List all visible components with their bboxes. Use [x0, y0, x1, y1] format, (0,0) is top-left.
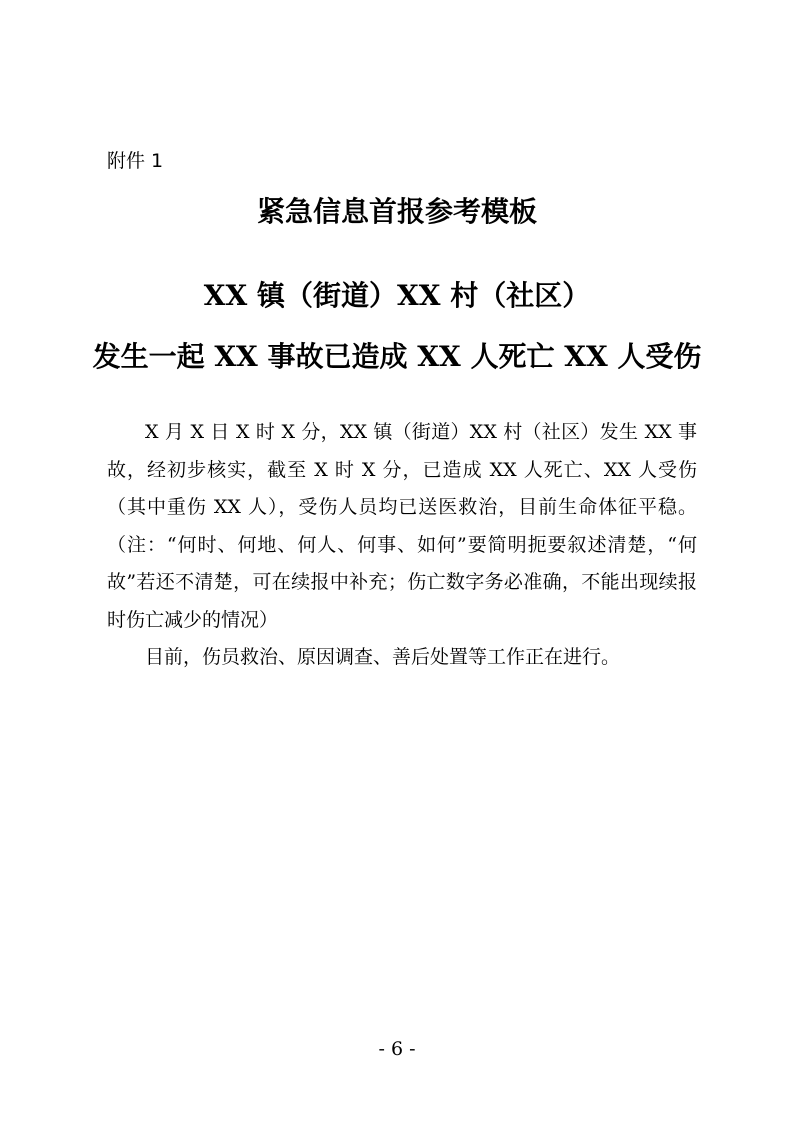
- body-text: [107, 414, 697, 677]
- page-number: - 6 -: [378, 1038, 416, 1060]
- subtitle-line-1: XX 镇（街道）XX 村（社区）: [203, 279, 591, 312]
- body-paragraph-1: X 月 X 日 X 时 X 分，XX 镇（街道）XX 村（社区）发生 XX 事故，经初步核实，截至 X 时 X 分，已造成 XX 人死亡、XX 人受伤（其中重伤 XX 人），受伤人员均已送医救治，目前生命体征平稳。（注：“何时、何地、何人、何事、如何”要简明扼要叙述清楚，“何故”若还不清楚，可在续报中补充；伤亡数字务必准确，不能出现续报时伤亡减少的情况）: [107, 421, 697, 631]
- attachment-label: 附件 1: [107, 150, 164, 172]
- document-title: 紧急信息首报参考模板: [256, 195, 537, 228]
- body-paragraph-2: 目前，伤员救治、原因调查、善后处置等工作正在进行。: [145, 646, 621, 668]
- subtitle-line-2: 发生一起 XX 事故已造成 XX 人死亡 XX 人受伤: [92, 340, 702, 373]
